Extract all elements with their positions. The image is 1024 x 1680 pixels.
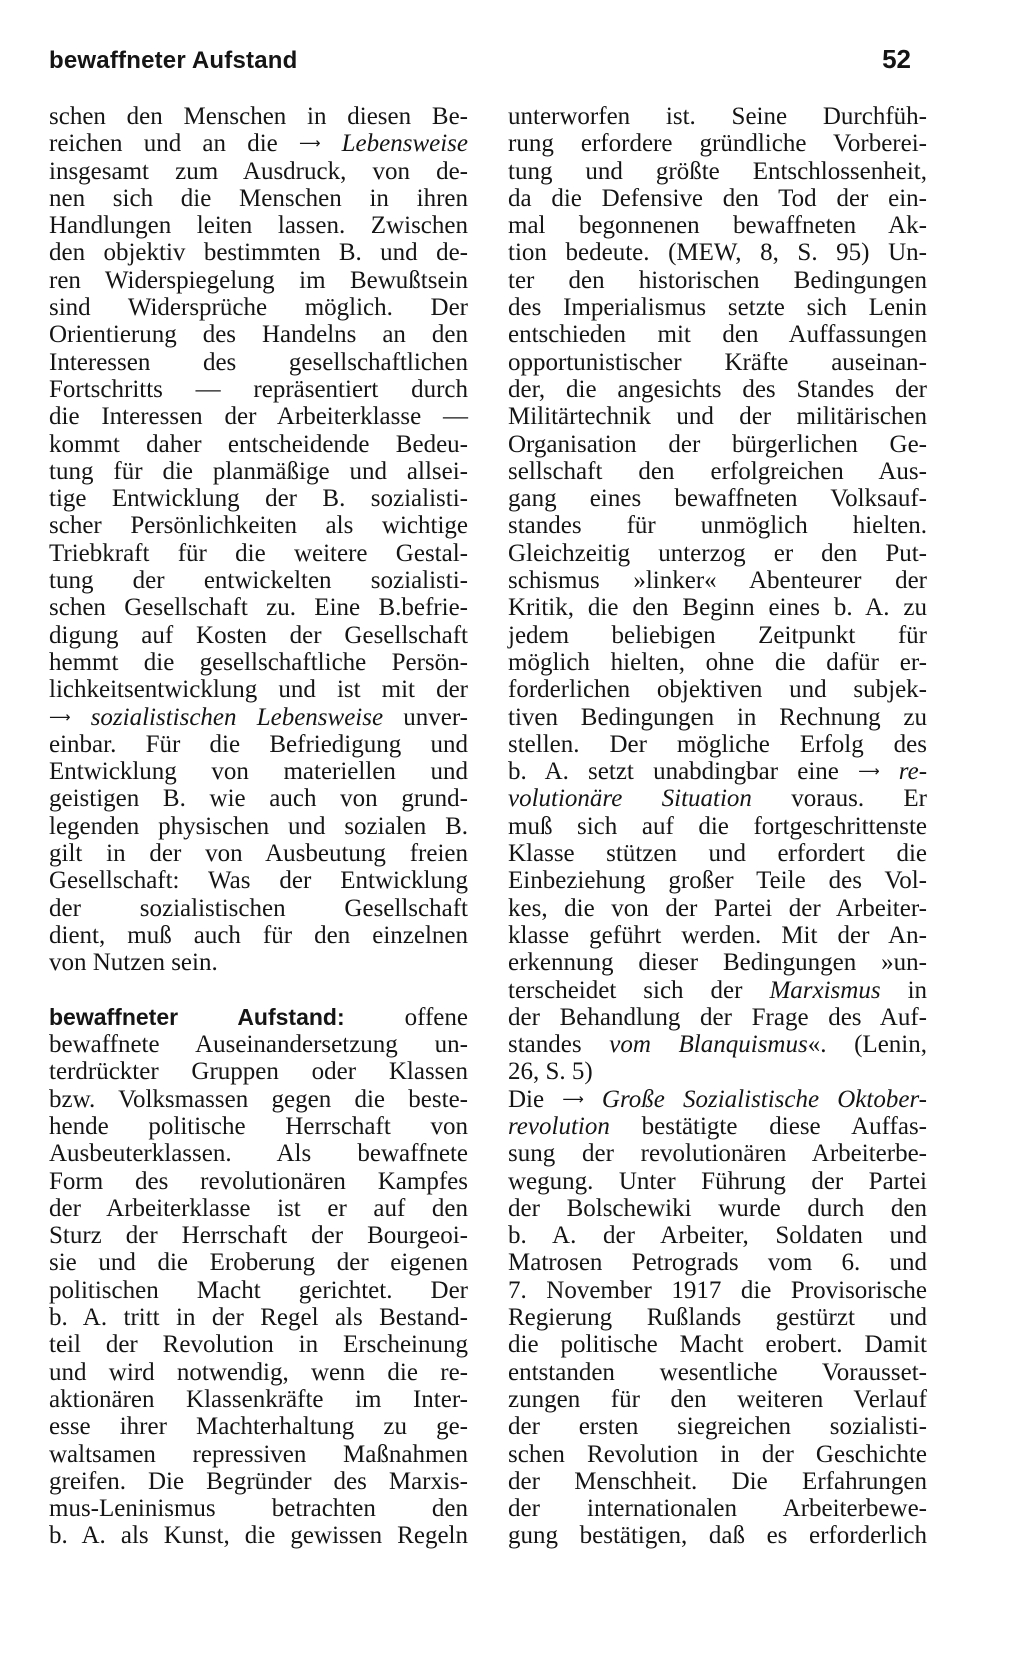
- text-line: reichen und an die ⟶ Lebensweise: [49, 130, 469, 158]
- text-line: klasse geführt werden. Mit der An-: [508, 921, 927, 949]
- text-line: der Menschheit. Die Erfahrungen: [508, 1467, 927, 1495]
- text-line: b. A. als Kunst, die gewissen Regeln: [49, 1522, 468, 1550]
- text-line: der ersten siegreichen sozialisti-: [508, 1413, 927, 1441]
- text-line: der internationalen Arbeiterbewe-: [508, 1495, 927, 1523]
- text-line: sellschaft den erfolgreichen Aus-: [508, 457, 927, 485]
- cross-reference-term: revolution: [508, 1112, 610, 1140]
- text-line: Fortschritts — repräsentiert durch: [49, 375, 468, 403]
- text-line: insgesamt zum Ausdruck, von de-: [49, 157, 468, 185]
- text-line: b. A. setzt unabdingbar eine ⟶ re-: [508, 758, 928, 786]
- text-line: von Nutzen sein.: [49, 949, 218, 977]
- text-line: digung auf Kosten der Gesellschaft: [49, 621, 468, 649]
- cross-reference-arrow-icon: ⟶: [562, 1089, 584, 1108]
- text-line: die politische Macht erobert. Damit: [508, 1331, 927, 1359]
- text-line: Einbeziehung großer Teile des Vol-: [508, 867, 927, 895]
- text-line: schen Gesellschaft zu. Eine B.befrie-: [49, 594, 468, 622]
- text-line: sung der revolutionären Arbeiterbe-: [508, 1140, 927, 1168]
- text-line: Matrosen Petrograds vom 6. und: [508, 1249, 927, 1277]
- text-line: nen sich die Menschen in ihren: [49, 184, 468, 212]
- text-line: teil der Revolution in Erscheinung: [49, 1331, 468, 1359]
- text-line: entstanden wesentliche Vorausset-: [508, 1358, 927, 1386]
- text-line: ter den historischen Bedingungen: [508, 266, 927, 294]
- text-line: terdrückter Gruppen oder Klassen: [49, 1058, 468, 1086]
- text-line: greifen. Die Begründer des Marxis-: [49, 1467, 468, 1495]
- text-line: lichkeitsentwicklung und ist mit der: [49, 676, 468, 704]
- text-line: standes für unmöglich hielten.: [508, 512, 927, 540]
- text-line: sie und die Eroberung der eigenen: [49, 1249, 468, 1277]
- cross-reference-term: re-: [898, 758, 928, 786]
- text-line: entschieden mit den Auffassungen: [508, 321, 927, 349]
- text-line: und wird notwendig, wenn die re-: [49, 1358, 468, 1386]
- cross-reference-term: sozialistischen Lebensweise: [90, 703, 384, 731]
- text-line: muß sich auf die fortgeschrittenste: [508, 812, 927, 840]
- text-line: opportunistischer Kräfte auseinan-: [508, 348, 927, 376]
- text-line: der, die angesichts des Standes der: [508, 375, 927, 403]
- text-line: b. A. der Arbeiter, Soldaten und: [508, 1222, 927, 1250]
- text-line: legenden physischen und sozialen B.: [49, 812, 468, 840]
- text-line: da die Defensive den Tod der ein-: [508, 184, 927, 212]
- text-line: Regierung Rußlands gestürzt und: [508, 1304, 927, 1332]
- text-line: geistigen B. wie auch von grund-: [49, 785, 468, 813]
- text-line: Ausbeuterklassen. Als bewaffnete: [49, 1140, 468, 1168]
- text-line: tiven Bedingungen in Rechnung zu: [508, 703, 927, 731]
- text-line: Die ⟶ Große Sozialistische Oktober-: [508, 1085, 927, 1113]
- text-line: 26, S. 5): [508, 1058, 593, 1086]
- text-line: kommt daher entscheidende Bedeu-: [49, 430, 468, 458]
- text-line: sind Widersprüche möglich. Der: [49, 294, 468, 322]
- text-line: der Behandlung der Frage des Auf-: [508, 1003, 927, 1031]
- text-line: revolution bestätigte diese Auffas-: [508, 1112, 927, 1140]
- cross-reference-arrow-icon: ⟶: [858, 762, 880, 781]
- text-line: politischen Macht gerichtet. Der: [49, 1276, 468, 1304]
- emphasis-term: vom Blanquismus: [609, 1031, 808, 1059]
- text-line: gang eines bewaffneten Volksauf-: [508, 485, 927, 513]
- text-line: tung für die planmäßige und allsei-: [49, 457, 468, 485]
- text-line: die Interessen der Arbeiterklasse —: [49, 403, 468, 431]
- text-line: wegung. Unter Führung der Partei: [508, 1167, 927, 1195]
- cross-reference-term: Große Sozialistische Oktober-: [601, 1085, 927, 1113]
- text-line: gilt in der von Ausbeutung freien: [49, 840, 468, 868]
- text-line: zungen für den weiteren Verlauf: [508, 1385, 927, 1413]
- cross-reference-term: Lebensweise: [341, 130, 469, 158]
- text-line: unterworfen ist. Seine Durchfüh-: [508, 103, 927, 130]
- text-line: Form des revolutionären Kampfes: [49, 1167, 468, 1195]
- text-line: Entwicklung von materiellen und: [49, 758, 468, 786]
- text-line: ren Widerspiegelung im Bewußtsein: [49, 266, 468, 294]
- text-line: der Bolschewiki wurde durch den: [508, 1194, 927, 1222]
- text-line: esse ihrer Machterhaltung zu ge-: [49, 1413, 468, 1441]
- text-line: kes, die von der Partei der Arbeiter-: [508, 894, 927, 922]
- text-line: stellen. Der mögliche Erfolg des: [508, 730, 927, 758]
- text-line: den objektiv bestimmten B. und de-: [49, 239, 468, 267]
- text-line: aktionären Klassenkräfte im Inter-: [49, 1385, 468, 1413]
- cross-reference-term: volutionäre Situation: [508, 785, 752, 813]
- text-line: hemmt die gesellschaftliche Persön-: [49, 648, 468, 676]
- cross-reference-term: Marxismus: [769, 976, 881, 1004]
- page-number: 52: [882, 44, 911, 74]
- text-line: waltsamen repressiven Maßnahmen: [49, 1440, 468, 1468]
- text-line: des Imperialismus setzte sich Lenin: [508, 294, 927, 322]
- text-line: rung erfordere gründliche Vorberei-: [508, 130, 927, 158]
- entry-headword: bewaffneter Aufstand:: [49, 1003, 345, 1030]
- text-line: b. A. tritt in der Regel als Bestand-: [49, 1304, 468, 1332]
- text-line: mus-Leninismus betrachten den: [49, 1495, 468, 1523]
- text-line: möglich hielten, ohne die dafür er-: [508, 648, 927, 676]
- text-line: volutionäre Situation voraus. Er: [508, 785, 927, 813]
- entry-spacer: [49, 977, 468, 1004]
- text-line: tung und größte Entschlossenheit,: [508, 157, 927, 185]
- text-line: bzw. Volksmassen gegen die beste-: [49, 1085, 468, 1113]
- text-line: Gesellschaft: Was der Entwicklung: [49, 867, 468, 895]
- text-line: scher Persönlichkeiten als wichtige: [49, 512, 468, 540]
- left-text-column: [49, 103, 468, 1550]
- text-line: tige Entwicklung der B. sozialisti-: [49, 485, 468, 513]
- text-line: schen den Menschen in diesen Be-: [49, 103, 468, 130]
- text-line: hende politische Herrschaft von: [49, 1112, 468, 1140]
- text-line: der Arbeiterklasse ist er auf den: [49, 1194, 468, 1222]
- text-line: Organisation der bürgerlichen Ge-: [508, 430, 927, 458]
- text-line: mal begonnenen bewaffneten Ak-: [508, 212, 927, 240]
- text-line: dient, muß auch für den einzelnen: [49, 921, 468, 949]
- running-head: bewaffneter Aufstand: [49, 47, 298, 74]
- text-line: tung der entwickelten sozialisti-: [49, 567, 468, 595]
- text-line: jedem beliebigen Zeitpunkt für: [508, 621, 927, 649]
- text-line: schen Revolution in der Geschichte: [508, 1440, 927, 1468]
- text-line: Handlungen leiten lassen. Zwischen: [49, 212, 468, 240]
- text-line: tion bedeute. (MEW, 8, S. 95) Un-: [508, 239, 927, 267]
- cross-reference-arrow-icon: ⟶: [49, 707, 71, 726]
- text-line: einbar. Für die Befriedigung und: [49, 730, 468, 758]
- text-line: terscheidet sich der Marxismus in: [508, 976, 928, 1004]
- cross-reference-arrow-icon: ⟶: [298, 134, 321, 153]
- text-line: Klasse stützen und erfordert die: [508, 840, 927, 868]
- text-line: standes vom Blanquismus«. (Lenin,: [508, 1031, 927, 1059]
- text-line: bewaffnete Auseinandersetzung un-: [49, 1031, 468, 1059]
- text-line: gung bestätigen, daß es erforderlich: [508, 1522, 927, 1550]
- text-line: Gleichzeitig unterzog er den Put-: [508, 539, 927, 567]
- text-line: forderlichen objektiven und subjek-: [508, 676, 927, 704]
- text-line: Interessen des gesellschaftlichen: [49, 348, 468, 376]
- text-line: Militärtechnik und der militärischen: [508, 403, 927, 431]
- text-line: Kritik, die den Beginn eines b. A. zu: [508, 594, 927, 622]
- text-line: ⟶ sozialistischen Lebensweise unver-: [49, 703, 468, 731]
- text-line: der sozialistischen Gesellschaft: [49, 894, 468, 922]
- text-line: bewaffneter Aufstand: offene: [49, 1003, 468, 1031]
- text-line: Orientierung des Handelns an den: [49, 321, 468, 349]
- right-text-column: [508, 103, 927, 1550]
- text-line: schismus »linker« Abenteurer der: [508, 567, 927, 595]
- text-line: 7. November 1917 die Provisorische: [508, 1276, 927, 1304]
- text-line: Triebkraft für die weitere Gestal-: [49, 539, 468, 567]
- text-line: Sturz der Herrschaft der Bourgeoi-: [49, 1222, 468, 1250]
- text-line: erkennung dieser Bedingungen »un-: [508, 949, 927, 977]
